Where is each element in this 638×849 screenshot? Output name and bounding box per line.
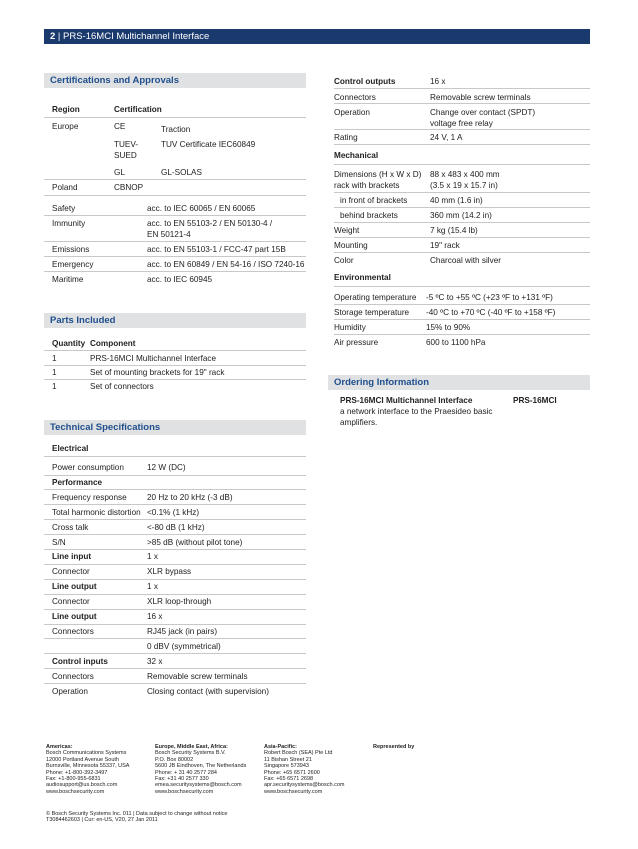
- represented-by: Represented by: [373, 744, 415, 750]
- humidity-value: 15% to 90%: [426, 323, 471, 332]
- spec-value: Removable screw terminals: [147, 671, 248, 681]
- region-column-header: Region: [52, 105, 80, 114]
- standard-label: Immunity: [52, 219, 86, 228]
- spec-value: 20 Hz to 20 kHz (-3 dB): [147, 492, 233, 502]
- storage-temperature-label: Storage temperature: [334, 308, 410, 317]
- ordering-product-name: PRS-16MCI Multichannel Interface: [340, 396, 473, 405]
- operating-temperature-label: Operating temperature: [334, 293, 417, 302]
- part-component: Set of connectors: [90, 382, 154, 391]
- spec-value: XLR loop-through: [147, 597, 212, 607]
- color-label: Color: [334, 256, 354, 265]
- mechanical-heading: Mechanical: [334, 151, 379, 160]
- behind-depth-value: 360 mm (14.2 in): [430, 211, 492, 220]
- ordering-description: a network interface to the Praesideo basic amplifiers.: [340, 407, 493, 427]
- spec-label: Control inputs: [52, 656, 108, 666]
- standard-label: Safety: [52, 204, 76, 213]
- air-pressure-value: 600 to 1100 hPa: [426, 338, 486, 347]
- apac-heading: Asia-Pacific:: [264, 744, 298, 750]
- humidity-label: Humidity: [334, 323, 366, 332]
- standard-label: Emergency: [52, 260, 94, 269]
- component-column-header: Component: [90, 339, 136, 348]
- americas-address: Bosch Communications Systems 12000 Portland Avenue South Burnsville, Minnesota 55337, USA Phone: +1-800-392-3497 Fax: +1-800-955-6831 audiosupport@us.bosch.com www.boschsecurity.com: [46, 750, 130, 795]
- spec-label: Frequency response: [52, 492, 127, 502]
- weight-label: Weight: [334, 226, 360, 235]
- spec-value: 1 x: [147, 552, 158, 562]
- spec-value: 0 dBV (symmetrical): [147, 641, 221, 651]
- standard-label: Emissions: [52, 245, 90, 254]
- spec-value: RJ45 jack (in pairs): [147, 626, 218, 636]
- spec-value: XLR bypass: [147, 567, 192, 577]
- operation-value: Change over contact (SPDT) voltage free relay: [430, 108, 536, 128]
- spec-value: 16 x: [147, 612, 163, 621]
- spec-value: 1 x: [147, 582, 158, 592]
- rating-label: Rating: [334, 133, 358, 142]
- spec-label: Connectors: [52, 626, 94, 636]
- cert-code: GL: [114, 168, 125, 177]
- apac-address: Robert Bosch (SEA) Pte Ltd 11 Bishan Street 21 Singapore 573943 Phone: +65 6571 2600 Fax: +65 6571 2698 apr.securitysystems@bosch.com www.boschsecurity.com: [264, 750, 345, 795]
- standard-value: acc. to IEC 60945: [147, 275, 213, 284]
- operation-label: Operation: [334, 108, 370, 117]
- document-title: PRS-16MCI Multichannel Interface: [63, 31, 210, 42]
- spec-label: S/N: [52, 537, 66, 547]
- environmental-heading: Environmental: [334, 273, 391, 282]
- spec-value: <0.1% (1 kHz): [147, 507, 200, 517]
- connectors-value: Removable screw terminals: [430, 93, 531, 102]
- behind-depth-label: behind brackets: [340, 211, 398, 220]
- front-depth-label: in front of brackets: [340, 196, 408, 205]
- weight-value: 7 kg (15.4 lb): [430, 226, 478, 235]
- page-header: 2 | PRS-16MCI Multichannel Interface: [44, 29, 590, 44]
- spec-label: Operation: [52, 686, 88, 696]
- part-component: Set of mounting brackets for 19" rack: [90, 368, 225, 377]
- part-quantity: 1: [52, 354, 57, 363]
- cert-description: GL-SOLAS: [161, 168, 202, 177]
- americas-heading: Americas:: [46, 744, 73, 750]
- ordering-heading: Ordering Information: [328, 375, 590, 390]
- ordering-product-code: PRS-16MCI: [513, 396, 557, 405]
- cert-code: TUEV- SUED: [114, 140, 139, 160]
- control-outputs-label: Control outputs: [334, 77, 396, 86]
- part-quantity: 1: [52, 382, 57, 391]
- operating-temperature-value: -5 ºC to +55 ºC (+23 ºF to +131 ºF): [426, 293, 553, 302]
- spec-value: 32 x: [147, 656, 163, 666]
- air-pressure-label: Air pressure: [334, 338, 379, 347]
- copyright: © Bosch Security Systems Inc. 011 | Data subject to change without notice T3084462603 | Cur: en-US, V20, 27 Jan 2011: [46, 811, 228, 824]
- spec-label: Line output: [52, 612, 97, 621]
- emea-address: Bosch Security Systems B.V. P.O. Box 80002 5600 JB Eindhoven, The Netherlands Phone: + 31 40 2577 284 Fax: +31 40 2577 330 emea.securitysystems@bosch.com www.boschsecurity.com: [155, 750, 247, 795]
- cert-code: CBNOP: [114, 183, 144, 192]
- rating-value: 24 V, 1 A: [430, 133, 463, 142]
- page-number: 2: [50, 31, 56, 42]
- parts-heading: Parts Included: [44, 313, 306, 328]
- cert-code: CE: [114, 122, 126, 131]
- spec-label: Connectors: [52, 671, 94, 681]
- spec-label: Connector: [52, 597, 90, 607]
- part-component: PRS-16MCI Multichannel Interface: [90, 354, 217, 363]
- standard-value: acc. to IEC 60065 / EN 60065: [147, 204, 256, 213]
- dimensions-value: 88 x 483 x 400 mm (3.5 x 19 x 15.7 in): [430, 170, 500, 190]
- front-depth-value: 40 mm (1.6 in): [430, 196, 483, 205]
- quantity-column-header: Quantity: [52, 339, 86, 348]
- certification-column-header: Certification: [114, 105, 162, 114]
- spec-value: <-80 dB (1 kHz): [147, 522, 205, 532]
- mounting-value: 19" rack: [430, 241, 460, 250]
- spec-label: Cross talk: [52, 522, 89, 532]
- spec-value: Closing contact (with supervision): [147, 686, 269, 696]
- electrical-heading: Electrical: [52, 444, 89, 453]
- spec-label: Power consumption: [52, 463, 124, 472]
- control-outputs-value: 16 x: [430, 77, 446, 86]
- spec-label: Line output: [52, 582, 97, 592]
- spec-value: 12 W (DC): [147, 463, 186, 472]
- emea-heading: Europe, Middle East, Africa:: [155, 744, 228, 750]
- cert-region: Europe: [52, 122, 79, 131]
- storage-temperature-value: -40 ºC to +70 ºC (-40 ºF to +158 ºF): [426, 308, 556, 317]
- part-quantity: 1: [52, 368, 57, 377]
- tech-specs-heading: Technical Specifications: [44, 420, 306, 435]
- dimensions-label: Dimensions (H x W x D) rack with brackets: [334, 170, 422, 190]
- connectors-label: Connectors: [334, 93, 376, 102]
- certifications-heading: Certifications and Approvals: [44, 73, 306, 88]
- standard-value: acc. to EN 60849 / EN 54-16 / ISO 7240-16: [147, 260, 305, 269]
- mounting-label: Mounting: [334, 241, 368, 250]
- spec-value: >85 dB (without pilot tone): [147, 537, 243, 547]
- cert-description: TUV Certificate IEC60849: [161, 140, 256, 149]
- standard-value: acc. to EN 55103-1 / FCC-47 part 15B: [147, 245, 286, 254]
- spec-label: Performance: [52, 477, 103, 487]
- standard-value: acc. to EN 55103-2 / EN 50130-4 / EN 50121-4: [147, 219, 273, 239]
- spec-label: Line input: [52, 552, 92, 562]
- cert-region: Poland: [52, 183, 78, 192]
- standard-label: Maritime: [52, 275, 84, 284]
- spec-label: Connector: [52, 567, 90, 577]
- spec-label: Total harmonic distortion: [52, 507, 141, 517]
- cert-description: Traction: [161, 125, 191, 134]
- color-value: Charcoal with silver: [430, 256, 501, 265]
